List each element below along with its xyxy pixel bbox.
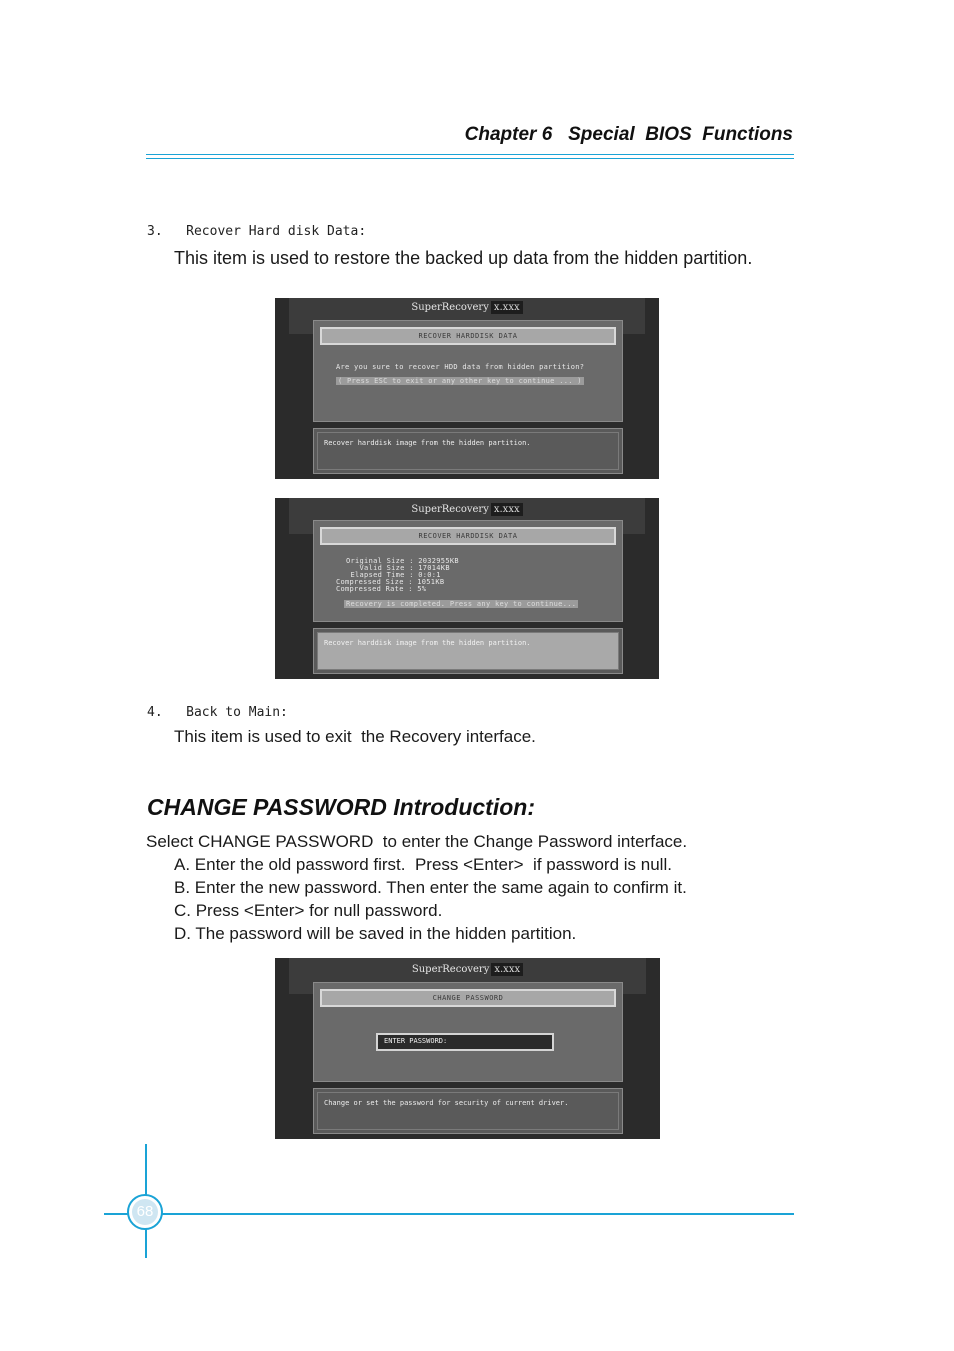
recover-dialog-panel (313, 320, 623, 422)
recover-question: Are you sure to recover HDD data from hidden partition? (336, 363, 585, 371)
stat-compressed-rate: Compressed Rate : 5% (336, 585, 427, 593)
chapter-title: Chapter 6 Special BIOS Functions (464, 124, 793, 145)
change-password-panel (313, 982, 623, 1082)
step-b: B. Enter the new password. Then enter the same again to confirm it. (174, 878, 687, 897)
item4-description: This item is used to exit the Recovery interface. (174, 727, 536, 746)
recovery-completed: Recovery is completed. Press any key to continue... (346, 600, 577, 608)
item3-heading: 3. Recover Hard disk Data: (147, 224, 367, 239)
change-password-screenshot (275, 958, 660, 1139)
step-a: A. Enter the old password first. Press <Enter> if password is null. (174, 855, 672, 874)
bios-title: SuperRecovery x.xxx (275, 964, 660, 975)
footer-rule (104, 1213, 794, 1215)
header-rule-secondary (146, 158, 794, 159)
password-input[interactable]: ENTER PASSWORD: (376, 1033, 554, 1051)
stat-valid-size: Valid Size : 17014KB (346, 564, 450, 572)
continue-prompt: ( Press ESC to exit or any other key to continue ... ) (338, 377, 582, 385)
step-c: C. Press <Enter> for null password. (174, 901, 443, 920)
section-intro: Select CHANGE PASSWORD to enter the Change Password interface. (146, 832, 688, 851)
header-rule (146, 154, 794, 155)
panel-title: RECOVER HARDDISK DATA (320, 527, 616, 545)
bios-title: SuperRecovery x.xxx (275, 504, 659, 515)
panel-title: CHANGE PASSWORD (320, 989, 616, 1007)
status-text: Recover harddisk image from the hidden partition. (324, 639, 531, 647)
status-bar (313, 628, 623, 674)
recover-complete-screenshot (275, 498, 659, 679)
panel-title: RECOVER HARDDISK DATA (320, 327, 616, 345)
item3-description: This item is used to restore the backed up data from the hidden partition. (174, 248, 753, 268)
stat-original-size: Original Size : 2032955KB (346, 557, 459, 565)
page-number-badge (127, 1194, 163, 1230)
stat-elapsed-time: Elapsed Time : 0:0:1 (346, 571, 441, 579)
step-d: D. The password will be saved in the hidden partition. (174, 924, 577, 943)
status-text: Change or set the password for security of current driver. (324, 1099, 569, 1107)
status-text: Recover harddisk image from the hidden partition. (324, 439, 531, 447)
recover-confirm-screenshot (275, 298, 659, 479)
bios-title: SuperRecovery x.xxx (275, 302, 659, 313)
status-bar (313, 428, 623, 474)
item4-heading: 4. Back to Main: (147, 705, 288, 720)
recover-result-panel (313, 520, 623, 622)
page-number: 68 (132, 1199, 158, 1225)
section-heading: CHANGE PASSWORD Introduction: (147, 794, 535, 820)
status-bar (313, 1088, 623, 1134)
stat-compressed-size: Compressed Size : 1051KB (336, 578, 445, 586)
